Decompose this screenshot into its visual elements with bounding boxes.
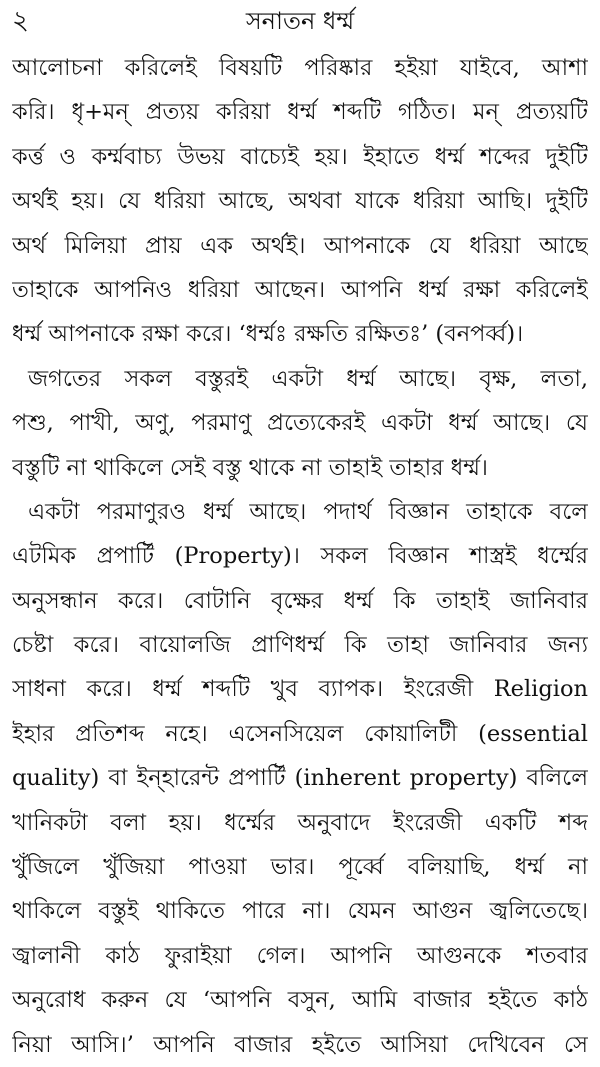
- text-line: করি। ধৃ+মন্ প্রত্যয় করিয়া ধর্ম্ম শব্দটি গঠিত। মন্ প্রত্যয়টি: [12, 99, 588, 126]
- body-text: [12, 46, 588, 1067]
- running-title: সনাতন ধর্ম্ম: [245, 7, 355, 35]
- text-line: নিয়া আসি।’ আপনি বাজার হইতে আসিয়া দেখিবেন সে: [12, 1031, 588, 1058]
- text-line: খানিকটা বলা হয়। ধর্ম্মের অনুবাদে ইংরেজী একটি শব্দ: [12, 809, 588, 836]
- text-line: পশু, পাখী, অণু, পরমাণু প্রত্যেকেরই একটা ধর্ম্ম আছে। যে: [12, 410, 588, 437]
- text-line: থাকিলে বস্তুই থাকিতে পারে না। যেমন আগুন জ্বলিতেছে।: [12, 898, 588, 925]
- paragraph-start-line: জগতের সকল বস্তুরই একটা ধর্ম্ম আছে। বৃক্ষ, লতা,: [28, 365, 588, 392]
- text-line: অর্থই হয়। যে ধরিয়া আছে, অথবা যাকে ধরিয়া আছি। দুইটি: [12, 188, 588, 215]
- text-line: তাহাকে আপনিও ধরিয়া আছেন। আপনি ধর্ম্ম রক্ষা করিলেই: [12, 276, 588, 303]
- paragraph-start-line: একটা পরমাণুরও ধর্ম্ম আছে। পদার্থ বিজ্ঞান তাহাকে বলে: [28, 498, 588, 525]
- text-line: অনুসন্ধান করে। বোটানি বৃক্ষের ধর্ম্ম কি তাহাই জানিবার: [12, 587, 588, 614]
- text-line: সাধনা করে। ধর্ম্ম শব্দটি খুব ব্যাপক। ইংরেজী Religion: [12, 676, 588, 703]
- page-header: [0, 2, 600, 42]
- text-line: চেষ্টা করে। বায়োলজি প্রাণিধর্ম্ম কি তাহা জানিবার জন্য: [12, 632, 588, 659]
- text-line: জ্বালানী কাঠ ফুরাইয়া গেল। আপনি আগুনকে শতবার: [12, 942, 588, 969]
- text-line: কর্ত্ত ও কর্ম্মবাচ্য উভয় বাচ্যেই হয়। ইহাতে ধর্ম্ম শব্দের দুইটি: [12, 143, 588, 170]
- text-line: খুঁজিলে খুঁজিয়া পাওয়া ভার। পূর্ব্বে বলিয়াছি, ধর্ম্ম না: [12, 854, 588, 881]
- paragraph-end-line: ধর্ম্ম আপনাকে রক্ষা করে। ‘ধর্ম্মঃ রক্ষতি রক্ষিতঃ’ (বনপর্ব্ব)।: [12, 321, 524, 348]
- page-number: ২: [12, 6, 29, 36]
- text-line: ইহার প্রতিশব্দ নহে। এসেনসিয়েল কোয়ালিটী (essential: [12, 720, 588, 747]
- text-line: আলোচনা করিলেই বিষয়টি পরিষ্কার হইয়া যাইবে, আশা: [12, 55, 588, 81]
- text-line: অনুরোধ করুন যে ‘আপনি বসুন, আমি বাজার হইতে কাঠ: [12, 987, 588, 1014]
- paragraph-end-line: বস্তুটি না থাকিলে সেই বস্তু থাকে না তাহাই তাহার ধর্ম্ম।: [12, 454, 488, 481]
- text-line: এটমিক প্রপার্টি (Property)। সকল বিজ্ঞান শাস্ত্রই ধর্ম্মের: [12, 543, 588, 570]
- text-line: quality) বা ইন্হারেন্ট প্রপার্টি (inherent property) বলিলে: [12, 765, 588, 792]
- text-line: অর্থ মিলিয়া প্রায় এক অর্থই। আপনাকে যে ধরিয়া আছে: [12, 232, 588, 259]
